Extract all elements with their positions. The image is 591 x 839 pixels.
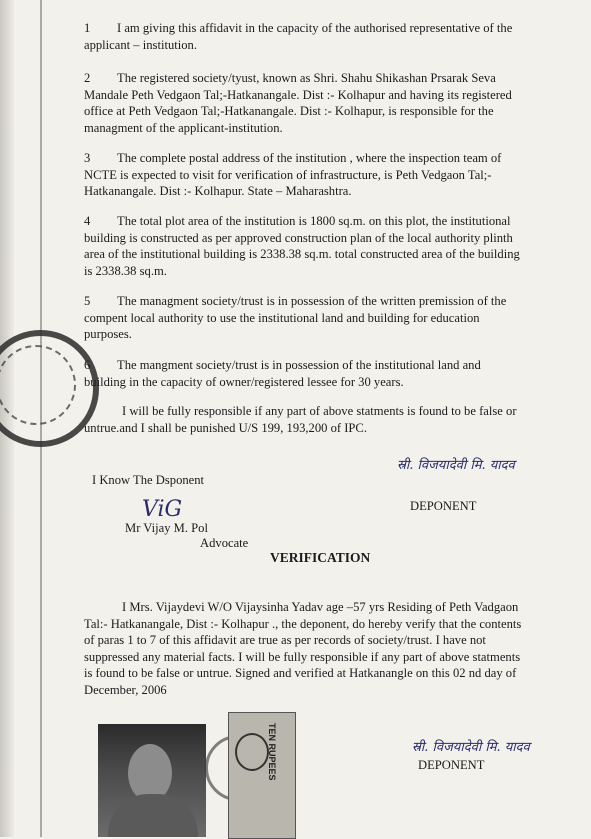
advocate-label: Advocate — [200, 536, 249, 550]
paragraph-number: 3 — [84, 151, 91, 165]
paragraph-5 — [84, 293, 524, 343]
paragraph-number: 4 — [84, 214, 91, 228]
deponent-signature-2: स्री. विजयादेवी मि. यादव — [412, 740, 530, 755]
deponent-label-2: DEPONENT — [418, 758, 485, 772]
paragraph-3 — [84, 150, 524, 200]
know-deponent: I Know The Dsponent — [92, 473, 205, 487]
paragraph-2 — [84, 70, 524, 136]
photo-body — [108, 794, 198, 837]
paragraph-text: I am giving this affidavit in the capacity of the authorised representative of the applicant – institution. — [84, 21, 513, 52]
paragraph-4 — [84, 213, 524, 279]
advocate-name: Mr Vijay M. Pol — [125, 521, 208, 535]
responsibility-statement: I will be fully responsible if any part of above statments is found to be false or untrue.and I shall be punished U/S 199, 193,200 of IPC. — [84, 404, 517, 435]
paragraph-6 — [84, 357, 524, 390]
revenue-stamp-text: TEN RUPEES — [267, 723, 277, 781]
advocate-signature: ViG — [142, 497, 183, 522]
paragraph-1 — [84, 20, 524, 53]
paragraph-text: The mangment society/trust is in possession of the institutional land and building in the capacity of owner/registered lessee for 30 years. — [84, 358, 481, 389]
paragraph-number: 5 — [84, 294, 91, 308]
deponent-signature-1: स्री. विजयादेवी मि. यादव — [397, 458, 515, 473]
revenue-stamp — [228, 712, 296, 839]
paragraph-text: The complete postal address of the institution , where the inspection team of NCTE is expected to visit for verification of infrastructure, is Peth Vedgaon Tal;-Hatkanangale. Dist :- Kolhapur. State – Maharashtra. — [84, 151, 502, 198]
paragraph-text: The total plot area of the institution is 1800 sq.m. on this plot, the institutional building is constructed as per approved construction plan of the local authority plinth area of the institutional building is 2338.38 sq.m. total constructed area of the building is 2338.38 sq.m. — [84, 214, 520, 278]
verification-heading: VERIFICATION — [270, 550, 371, 565]
paragraph-number: 6 — [84, 358, 91, 372]
verification-text: I Mrs. Vijaydevi W/O Vijaysinha Yadav age –57 yrs Residing of Peth Vadgaon Tal:- Hatkanangale, Dist :- Kolhapur ., the deponent, do hereby verify that the contents of paras 1 to 7 of this affidavit are true as per records of society/trust. I have not suppressed any material facts. I will be fully responsible if any part of above statments is found to be false or untrue. Signed and verified at Hatkanangle on this 02 nd day of December, 2006 — [84, 600, 522, 697]
paragraph-text: The managment society/trust is in possession of the written premission of the compent local authority to use the institutional land and building for education purposes. — [84, 294, 507, 341]
revenue-stamp-seal — [235, 733, 269, 771]
deponent-photo — [98, 724, 206, 837]
paragraph-number: 2 — [84, 71, 91, 85]
paragraph-text: The registered society/tyust, known as Shri. Shahu Shikashan Prsarak Seva Mandale Peth Vedgaon Tal;-Hatkanangale. Dist :- Kolhapur and having its registered office at Peth Vedgaon Tal;-Hatkanangale. Dist :- Kolhapur, is responsible for the managment of the applicant-institution. — [84, 71, 512, 135]
deponent-label-1: DEPONENT — [410, 499, 477, 513]
paragraph-number: 1 — [84, 21, 91, 35]
